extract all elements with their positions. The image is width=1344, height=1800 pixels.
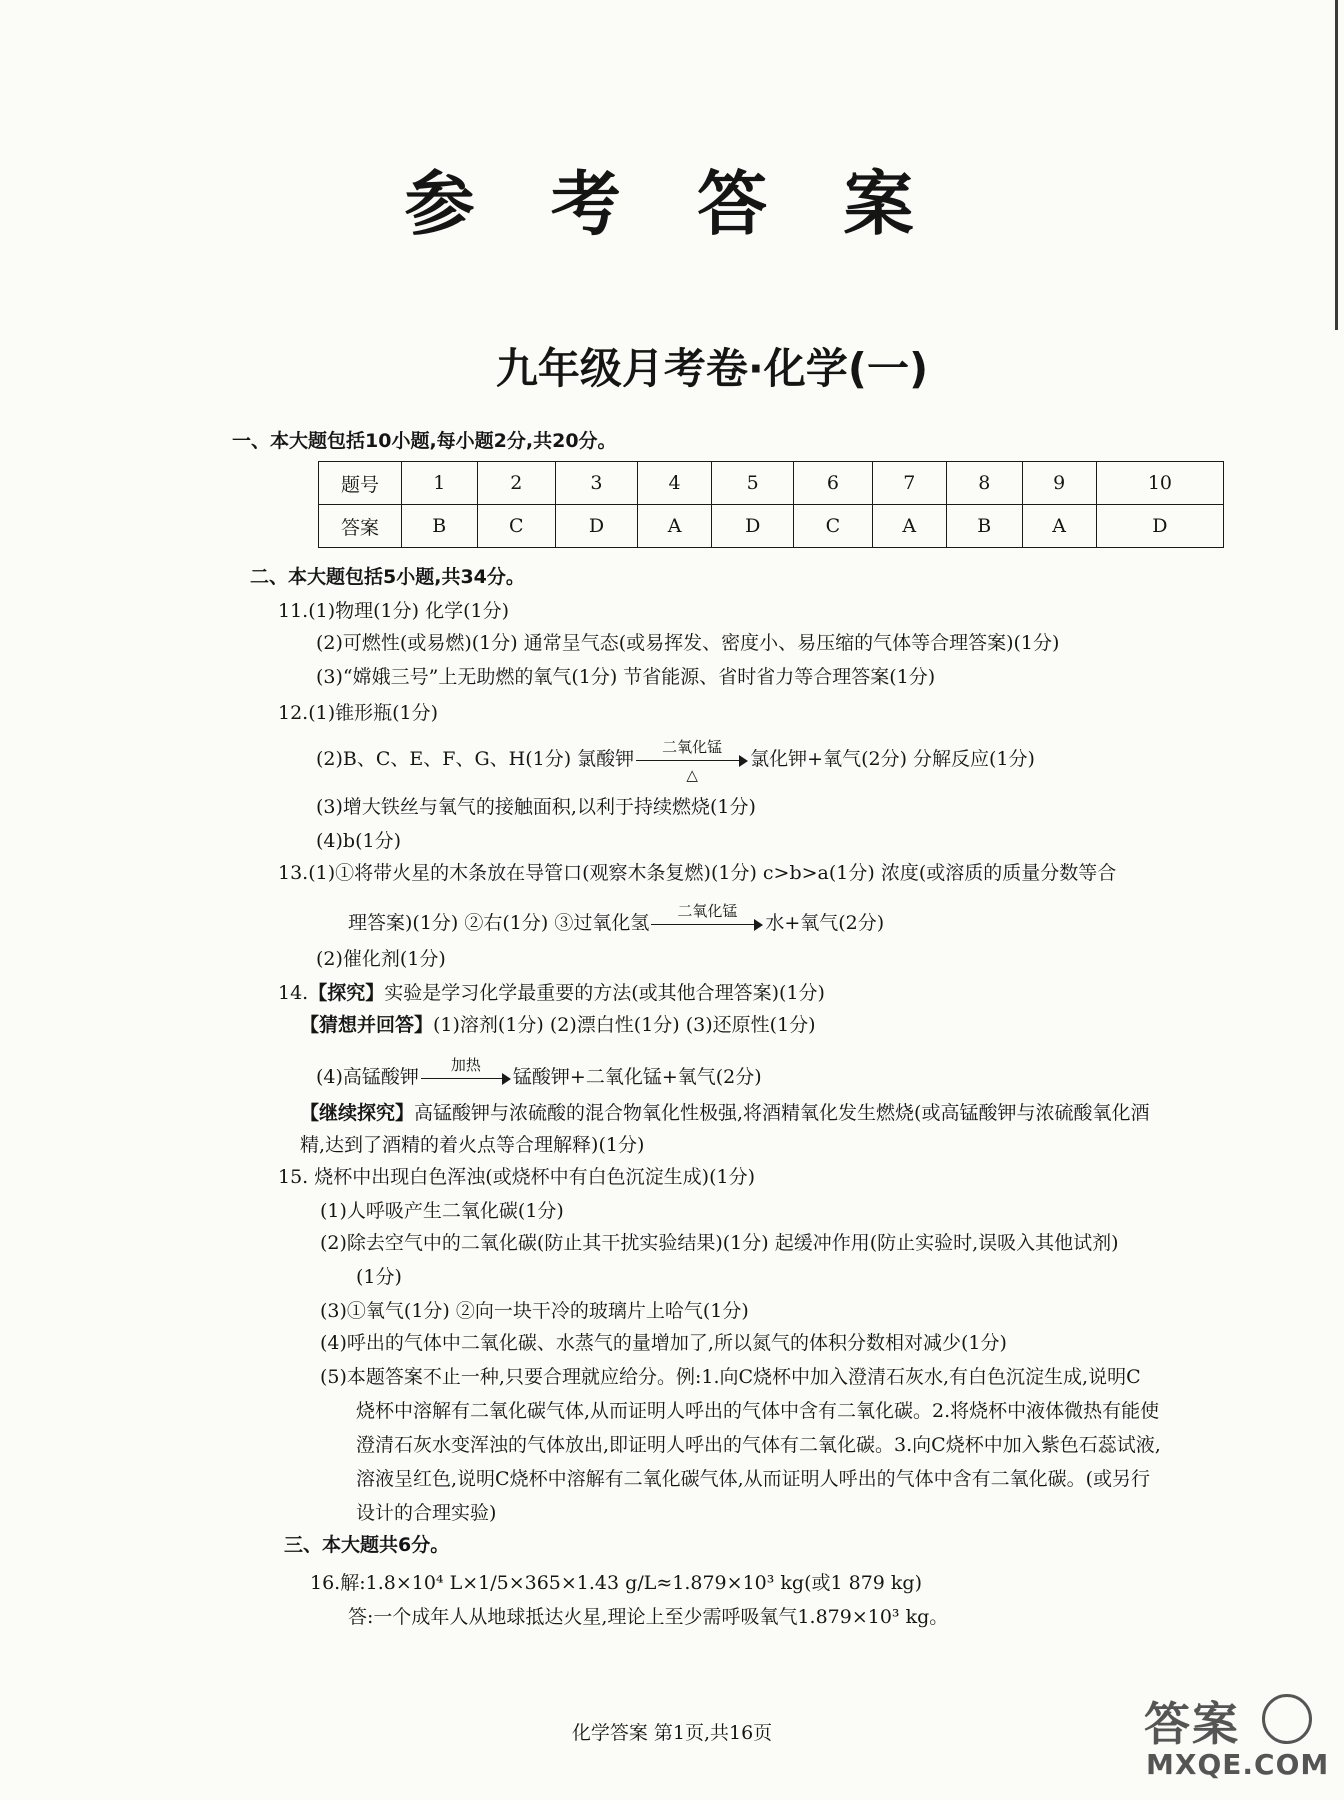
q14-tag-guess: 【猜想并回答】 <box>300 1014 434 1036</box>
table-cell: 3 <box>555 462 637 505</box>
q14-line2 <box>300 1010 816 1037</box>
q15-line9: 澄清石灰水变浑浊的气体放出,即证明人呼出的气体有二氧化碳。3.向C烧杯中加入紫色石蕊试液, <box>356 1434 1161 1456</box>
table-cell: 6 <box>794 462 872 505</box>
q15-line1: 15. 烧杯中出现白色浑浊(或烧杯中有白色沉淀生成)(1分) <box>278 1166 755 1188</box>
q15-line8: 烧杯中溶解有二氧化碳气体,从而证明人呼出的气体中含有二氧化碳。2.将烧杯中液体微热有能使 <box>356 1400 1160 1422</box>
watermark-badge-icon <box>1262 1694 1312 1744</box>
table-cell: 9 <box>1022 462 1096 505</box>
q11-line3: (3)“嫦娥三号”上无助燃的氧气(1分) 节省能源、省时省力等合理答案(1分) <box>316 666 936 688</box>
table-cell: 1 <box>402 462 478 505</box>
q14-line3 <box>316 1056 762 1089</box>
q15-line5: (3)①氧气(1分) ②向一块干冷的玻璃片上哈气(1分) <box>320 1300 749 1322</box>
table-header-number: 题号 <box>319 462 402 505</box>
reaction-condition-top: 加热 <box>450 1056 481 1074</box>
watermark-site: MXQE.COM <box>1146 1748 1330 1781</box>
q12-line4: (4)b(1分) <box>316 830 401 852</box>
table-cell: 5 <box>712 462 794 505</box>
page-footer: 化学答案 第1页,共16页 <box>571 1722 773 1744</box>
table-cell: D <box>1096 505 1223 548</box>
q13-line2-post: 水+氧气(2分) <box>765 912 885 934</box>
table-row-numbers <box>319 462 1224 505</box>
q14-line1 <box>278 978 825 1005</box>
q14-line3-post: 锰酸钾+二氧化锰+氧气(2分) <box>512 1066 762 1088</box>
q12-line2-post: 氯化钾+氧气(2分) 分解反应(1分) <box>750 748 1035 770</box>
q16-line2: 答:一个成年人从地球抵达火星,理论上至少需呼吸氧气1.879×10³ kg。 <box>348 1606 949 1628</box>
reaction-arrow <box>421 1056 511 1088</box>
reaction-condition-top: 二氧化锰 <box>662 738 723 756</box>
table-cell: C <box>794 505 872 548</box>
arrow-right-icon <box>502 1073 511 1085</box>
q11-line1: 11.(1)物理(1分) 化学(1分) <box>278 600 509 622</box>
table-cell: B <box>946 505 1022 548</box>
q12-line3: (3)增大铁丝与氧气的接触面积,以利于持续燃烧(1分) <box>316 796 756 818</box>
q15-line6: (4)呼出的气体中二氧化碳、水蒸气的量增加了,所以氮气的体积分数相对减少(1分) <box>320 1332 1007 1354</box>
table-cell: A <box>1022 505 1096 548</box>
watermark-logo <box>1126 1688 1330 1788</box>
q14-line2-text: (1)溶剂(1分) (2)漂白性(1分) (3)还原性(1分) <box>433 1014 816 1036</box>
q14-tag-continue: 【继续探究】 <box>300 1102 415 1124</box>
reaction-condition-top: 二氧化锰 <box>677 902 738 920</box>
q14-line3-pre: (4)高锰酸钾 <box>316 1066 419 1088</box>
page-subtitle: 九年级月考卷·化学(一) <box>495 344 929 393</box>
q15-line7: (5)本题答案不止一种,只要合理就应给分。例:1.向C烧杯中加入澄清石灰水,有白色沉淀生成,说明C <box>320 1366 1141 1388</box>
table-cell: 7 <box>872 462 946 505</box>
table-cell: 10 <box>1096 462 1223 505</box>
q15-line4: (1分) <box>356 1266 402 1288</box>
q13-line3: (2)催化剂(1分) <box>316 948 446 970</box>
table-cell: 8 <box>946 462 1022 505</box>
table-cell: D <box>712 505 794 548</box>
section3-heading: 三、本大题共6分。 <box>284 1534 450 1556</box>
q14-number: 14. <box>278 982 309 1004</box>
table-cell: 4 <box>637 462 711 505</box>
q13-line1: 13.(1)①将带火星的木条放在导管口(观察木条复燃)(1分) c>b>a(1分) 浓度(或溶质的质量分数等合 <box>278 862 1117 884</box>
reaction-arrow <box>651 902 763 934</box>
section1-heading: 一、本大题包括10小题,每小题2分,共20分。 <box>232 430 617 452</box>
q14-line4-text: 高锰酸钾与浓硫酸的混合物氧化性极强,将酒精氧化发生燃烧(或高锰酸钾与浓硫酸氧化酒 <box>414 1102 1150 1124</box>
table-row-answers <box>319 505 1224 548</box>
table-cell: 2 <box>477 462 555 505</box>
q15-line10: 溶液呈红色,说明C烧杯中溶解有二氧化碳气体,从而证明人呼出的气体中含有二氧化碳。(或另行 <box>356 1468 1151 1490</box>
arrow-right-icon <box>754 919 763 931</box>
q13-line2 <box>348 902 885 935</box>
table-cell: A <box>872 505 946 548</box>
table-cell: D <box>555 505 637 548</box>
answer-table <box>318 461 1224 548</box>
q14-line4 <box>300 1098 1149 1125</box>
q11-line2: (2)可燃性(或易燃)(1分) 通常呈气态(或易挥发、密度小、易压缩的气体等合理答案)(1分) <box>316 632 1060 654</box>
section2-heading: 二、本大题包括5小题,共34分。 <box>250 566 525 588</box>
reaction-arrow <box>636 738 748 784</box>
q14-line1-text: 实验是学习化学最重要的方法(或其他合理答案)(1分) <box>384 982 825 1004</box>
watermark-text: 答案 <box>1144 1697 1240 1751</box>
q13-line2-pre: 理答案)(1分) ②右(1分) ③过氧化氢 <box>348 912 650 934</box>
q14-line5: 精,达到了酒精的着火点等合理解释)(1分) <box>300 1134 645 1156</box>
table-cell: B <box>402 505 478 548</box>
q16-line1: 16.解:1.8×10⁴ L×1/5×365×1.43 g/L≈1.879×10³ kg(或1 879 kg) <box>310 1572 923 1594</box>
table-cell: A <box>637 505 711 548</box>
q15-line11: 设计的合理实验) <box>356 1502 497 1524</box>
reaction-condition-bottom: △ <box>686 766 698 784</box>
q12-line2 <box>316 738 1035 784</box>
page-title: 参 考 答 案 <box>404 163 940 245</box>
q12-line2-pre: (2)B、C、E、F、G、H(1分) 氯酸钾 <box>316 748 635 770</box>
q15-line2: (1)人呼吸产生二氧化碳(1分) <box>320 1200 564 1222</box>
table-header-answer: 答案 <box>319 505 402 548</box>
q12-line1: 12.(1)锥形瓶(1分) <box>278 702 439 724</box>
q15-line3: (2)除去空气中的二氧化碳(防止其干扰实验结果)(1分) 起缓冲作用(防止实验时,误吸入其他试剂) <box>320 1232 1119 1254</box>
q14-tag-explore: 【探究】 <box>308 982 385 1004</box>
table-cell: C <box>477 505 555 548</box>
